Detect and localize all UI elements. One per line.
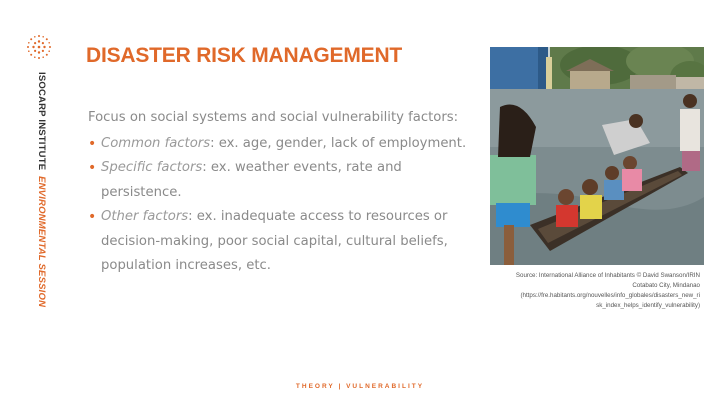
caption-line: (https://fre.habitants.org/nouvelles/info_globales/disasters_new_ri [520, 292, 700, 299]
caption-line: Source: International Alliance of Inhabitants © David Swanson/IRIN [515, 272, 700, 279]
footer-label: THEORY | VULNERABILITY [295, 383, 425, 390]
bullet-text: : ex. age, gender, lack of employment. [210, 135, 467, 151]
list-item [88, 205, 480, 279]
list-item [88, 132, 480, 157]
flood-boat-photo [490, 47, 704, 265]
dotted-circle-logo-icon [26, 34, 52, 60]
lead-text: Focus on social systems and social vulnerability factors: [88, 110, 459, 125]
institute-name: ISOCARP INSTITUTE [36, 72, 47, 171]
caption-line: sk_index_helps_identify_vulnerability) [596, 302, 700, 309]
factor-list [88, 132, 480, 279]
slide-title: DISASTER RISK MANAGEMENT [86, 44, 403, 67]
slide-body [88, 106, 480, 279]
bullet-term: Common factors [101, 135, 211, 151]
caption-line: Cotabato City, Mindanao [632, 282, 700, 289]
bullet-term: Specific factors [101, 160, 203, 175]
photo-caption [472, 271, 700, 311]
session-name: ENVIRONMENTAL SESSION [36, 176, 47, 308]
bullet-term: Other factors [101, 209, 189, 224]
flood-scene-image [490, 47, 704, 265]
list-item [88, 156, 480, 205]
bullet-text: : ex. weather events, rate and persistence. [101, 160, 402, 200]
sidebar-vertical-label [36, 72, 47, 307]
bullet-text: : ex. inadequate access to resources or decision-making, poor social capital, cultural beliefs, population increases, etc. [101, 209, 448, 273]
